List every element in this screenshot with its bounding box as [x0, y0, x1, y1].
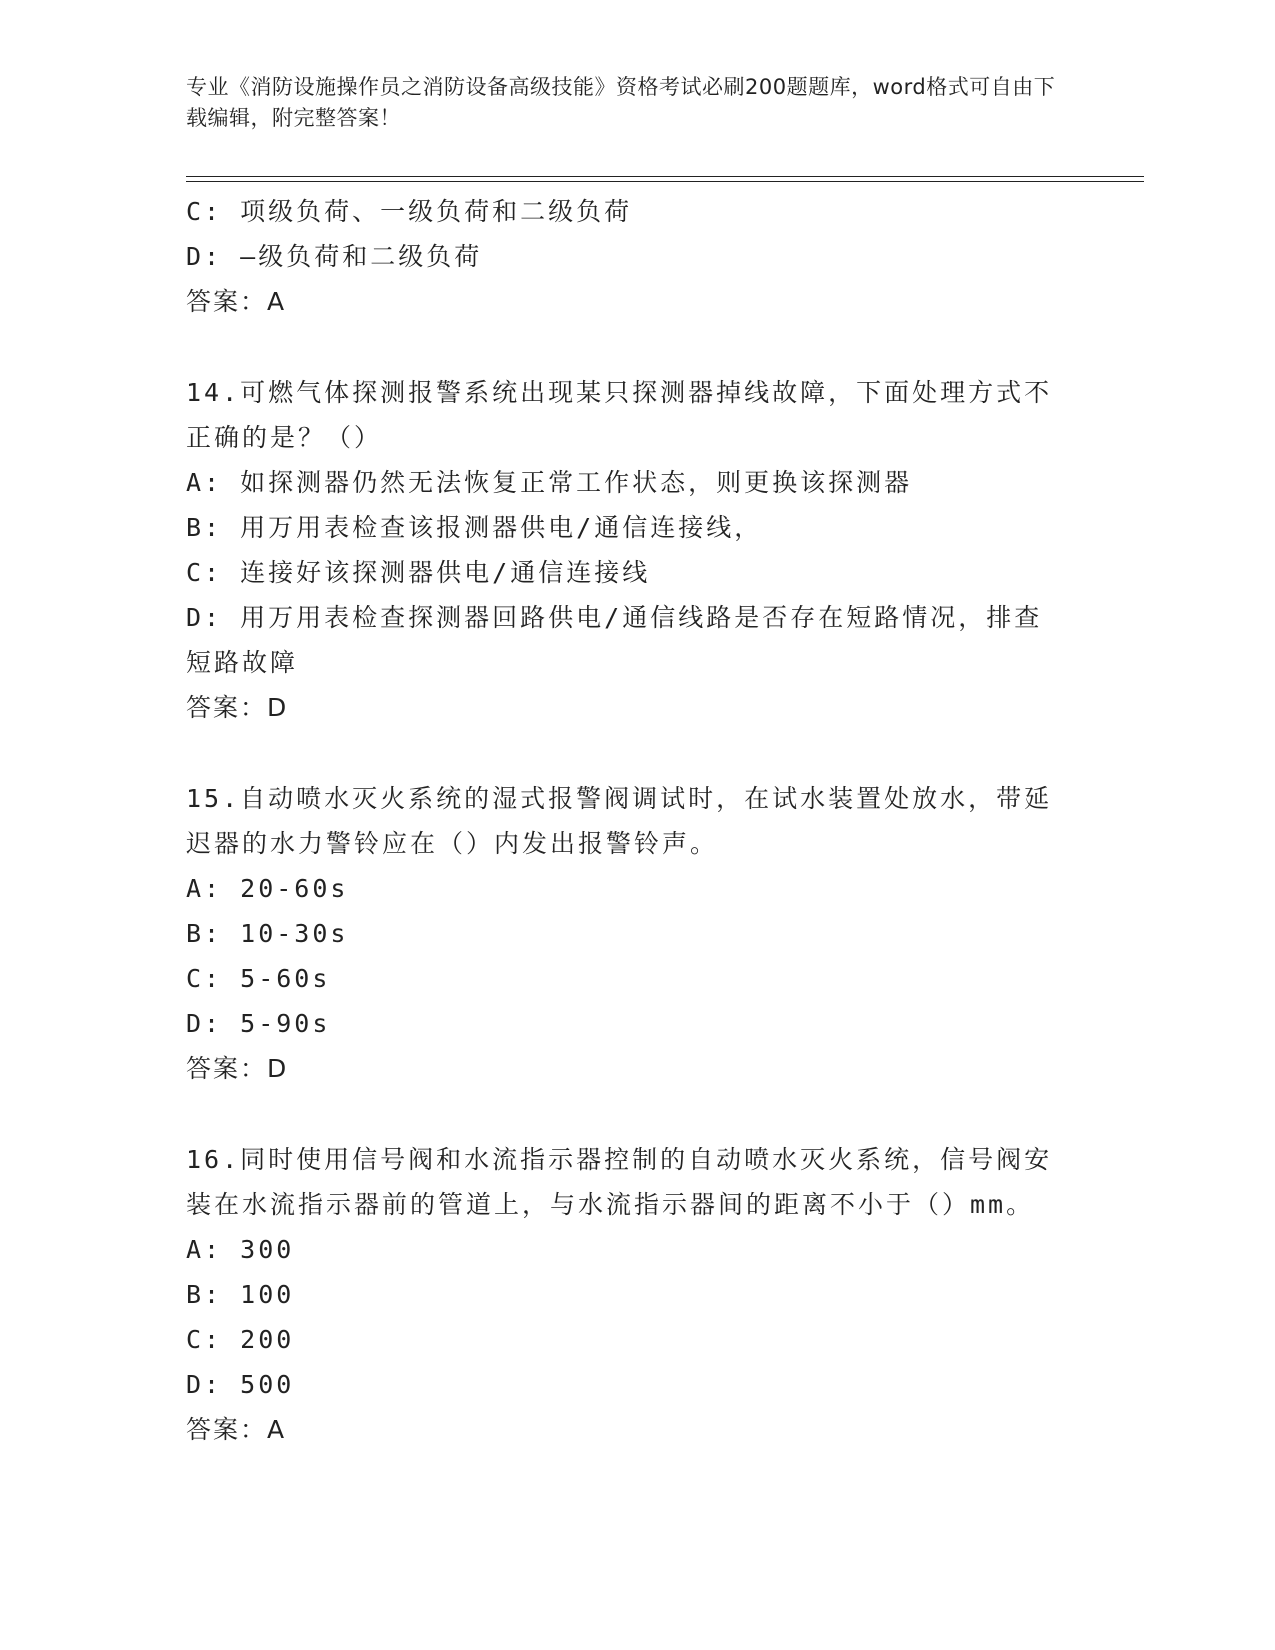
option-c: C: 5-60s	[186, 964, 331, 993]
question-14	[186, 370, 1066, 730]
option-b: B: 100	[186, 1280, 295, 1309]
option-c: C: 200	[186, 1325, 295, 1354]
question-stem: 14.可燃气体探测报警系统出现某只探测器掉线故障，下面处理方式不正确的是？（）	[186, 378, 1053, 452]
question-13-tail	[186, 189, 1066, 324]
option-a: A: 20-60s	[186, 874, 349, 903]
option-d: D: —级负荷和二级负荷	[186, 242, 483, 271]
option-b: B: 用万用表检查该报测器供电/通信连接线，	[186, 513, 763, 542]
answer: 答案：A	[186, 1415, 287, 1444]
option-a: A: 如探测器仍然无法恢复正常工作状态，则更换该探测器	[186, 468, 913, 497]
document-header: 专业《消防设施操作员之消防设备高级技能》资格考试必刷200题题库，word格式可自由下载编辑，附完整答案！	[186, 75, 1056, 130]
option-d: D: 用万用表检查探测器回路供电/通信线路是否存在短路情况，排查短路故障	[186, 603, 1043, 677]
option-a: A: 300	[186, 1235, 295, 1264]
option-d: D: 5-90s	[186, 1009, 331, 1038]
question-stem: 15.自动喷水灭火系统的湿式报警阀调试时，在试水装置处放水，带延迟器的水力警铃应在（）内发出报警铃声。	[186, 784, 1053, 858]
answer: 答案：A	[186, 287, 287, 316]
option-b: B: 10-30s	[186, 919, 349, 948]
question-list	[186, 189, 1066, 1452]
header-rule-bottom	[186, 181, 1144, 182]
question-15	[186, 776, 1066, 1091]
answer: 答案：D	[186, 693, 289, 722]
option-c: C: 连接好该探测器供电/通信连接线	[186, 558, 651, 587]
header-rule-top	[186, 176, 1144, 177]
question-16	[186, 1137, 1066, 1452]
answer: 答案：D	[186, 1054, 289, 1083]
option-d: D: 500	[186, 1370, 295, 1399]
question-stem: 16.同时使用信号阀和水流指示器控制的自动喷水灭火系统，信号阀安装在水流指示器前的管道上，与水流指示器间的距离不小于（）mm。	[186, 1145, 1053, 1219]
option-c: C: 项级负荷、一级负荷和二级负荷	[186, 197, 633, 226]
